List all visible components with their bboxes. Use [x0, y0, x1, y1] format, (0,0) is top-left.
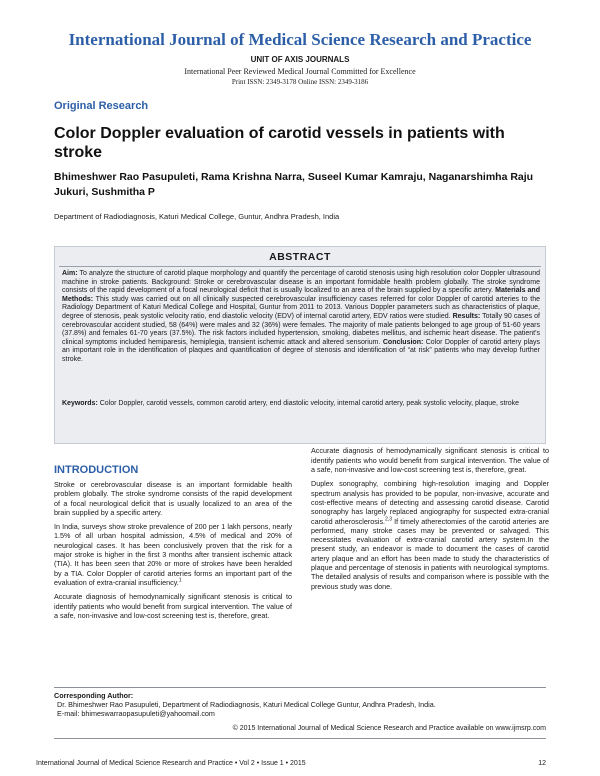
abstract-results-text: Totally 90 cases of cerebrovascular accident studied, 58 (64%) were males and 32 (36%) were females. The majority of male patients belonged to age group of 51-60 years (37.8%) and females 61-70 years (37.5%). The risk factors included hypertension, smoking, diabetes mellitus, and ischemic heart disease. The patient’s clinical symptoms included hemiparesis, hemiplegia, transient ischemic attack and altered sensorium. [62, 312, 540, 346]
abstract-box [54, 246, 546, 444]
author-list: Bhimeshwer Rao Pasupuleti, Rama Krishna Narra, Suseel Kumar Kamraju, Naganarshimha Raju Jukuri, Sushmitha P [54, 171, 534, 198]
author-affiliation: Department of Radiodiagnosis, Katuri Medical College, Guntur, Andhra Pradesh, India [54, 212, 340, 221]
copyright-notice: © 2015 International Journal of Medical Science Research and Practice available on www.ijmsrp.com [232, 725, 546, 732]
abstract-aim-label: Aim: [62, 270, 78, 277]
keywords-text: Color Doppler, carotid vessels, common carotid artery, end diastolic velocity, internal carotid artery, peak systolic velocity, plaque, stroke [97, 400, 520, 407]
abstract-body [62, 270, 540, 365]
body-column-right [311, 446, 550, 596]
introduction-heading: INTRODUCTION [54, 464, 139, 476]
abstract-methods-text: This study was carried out on all clinically suspected cerebrovascular insufficiency cases referred for color Doppler of carotid arteries to the Radiology Department of Katuri Medical College and Hospital, Guntur from 2011 to 2013. Various Doppler parameters such as characteristics of plaque, degree of stenosis, peak systolic velocity ratio, end diastolic velocity (EDV) of internal carotid artery, EDV ratios were studied. [62, 295, 540, 320]
abstract-results-label: Results: [452, 312, 481, 320]
citation-ref-2-3[interactable]: 2,3 [385, 516, 393, 523]
abstract-heading: ABSTRACT [269, 251, 331, 263]
correspondence-divider-bottom [54, 738, 546, 739]
abstract-conclusion-text: Color Doppler of carotid artery plays an important role in the identification of plaques and quantification of degree of stenosis and identification of “at risk” patients who may develop further stroke. [62, 338, 540, 363]
citation-ref-1[interactable]: 1 [178, 577, 182, 584]
publisher-name: UNIT OF AXIS JOURNALS [250, 55, 350, 64]
abstract-methods-label: Materials and Methods: [62, 287, 540, 303]
intro-paragraph-4 [311, 479, 549, 591]
paper-title: Color Doppler evaluation of carotid vessels in patients with stroke [54, 125, 505, 161]
correspondence-email[interactable]: E-mail: bhimeswarraopasupuleti@yahoomail.com [57, 709, 215, 718]
correspondence-title: Corresponding Author: [54, 691, 134, 700]
abstract-divider [59, 266, 541, 267]
intro-paragraph-3-tail: Accurate diagnosis of hemodynamically significant stenosis is critical to identify patients who would benefit from surgical intervention. The value of a safe, non-invasive and low-cost screening test is, therefore, great. [311, 446, 549, 474]
intro-paragraph-3: Accurate diagnosis of hemodynamically significant stenosis is critical to identify patients who would benefit from surgical intervention. The value of a safe, non-invasive and low-cost screening test is, therefore, great. [54, 592, 292, 620]
intro-paragraph-1: Stroke or cerebrovascular disease is an important formidable health problem globally. The stroke syndrome consists of the rapid development of a focal neurological deficit that is usually localized to an area of the brain supplied by a specific artery. [54, 480, 292, 517]
peer-review-tagline: International Peer Reviewed Medical Journal Committed for Excellence [184, 67, 416, 76]
intro-paragraph-4-text-a: Duplex sonography, combining high-resolution imaging and Doppler spectrum analysis has provided to be popular, non-invasive, accurate and cost-effective means of detecting and assessing carotid disease. Carotid sonography has largely replaced angiography for suspected extra-cranial carotid atherosclerosis. [311, 479, 549, 526]
footer-journal-info: International Journal of Medical Science Research and Practice • Vol 2 • Issue 1 • 2015 [36, 760, 306, 767]
keywords [62, 399, 540, 408]
correspondence-name: Dr. Bhimeshwer Rao Pasupuleti, Department of Radiodiagnosis, Katuri Medical College Guntur, Andhra Pradesh, India. [57, 700, 436, 709]
article-section-label: Original Research [54, 100, 149, 112]
intro-paragraph-2-text: In India, surveys show stroke prevalence of 200 per 1 lakh persons, nearly 1.5% of all urban hospital admission, 4.5% of medical and 20% of neurological cases. It has been conclusively proven that the risk for a major stroke is higher in the first 3 months after transient ischemic attack (TIA). It has been seen that 20% or more of strokes have been heralded by a TIA. Color Doppler of carotid arteries forms an important part of the evaluation of extra-cranial insufficiency. [54, 522, 292, 587]
intro-paragraph-3-continued [311, 446, 549, 474]
page-number: 12 [538, 760, 546, 767]
correspondence-divider-top [54, 687, 546, 688]
correspondence-block [54, 691, 546, 718]
abstract-aim-text: To analyze the structure of carotid plaque morphology and quantify the percentage of carotid stenosis using high resolution color Doppler ultrasound machine in stroke patients. Background: Stroke or cerebrovascular disease is an important formidable health problem globally. The stroke syndrome consists of the rapid development of a focal neurological deficit that is usually localized to an area of the brain supplied by a specific artery. [62, 270, 540, 295]
intro-paragraph-4-text-b: If timely atherectomies of the carotid arteries are performed, many stroke cases may be prevented or salvaged. This necessitates evaluation of extra-cranial carotid artery system.In the present study, an endeavor is made to document the cases of carotid artery plaque and an effort has been made to study the characteristics of plaque and percentage of stenosis in patients with neurological symptoms. The detailed analysis of results and comparison where is possible with the previous study was done. [311, 516, 550, 591]
abstract-conclusion-label: Conclusion: [382, 338, 424, 346]
intro-paragraph-2 [54, 522, 292, 587]
issn-line: Print ISSN: 2349-3178 Online ISSN: 2349-3186 [231, 78, 369, 86]
body-column-left [54, 480, 292, 620]
keywords-label: Keywords: [62, 400, 98, 407]
journal-title: International Journal of Medical Science Research and Practice [68, 30, 532, 49]
